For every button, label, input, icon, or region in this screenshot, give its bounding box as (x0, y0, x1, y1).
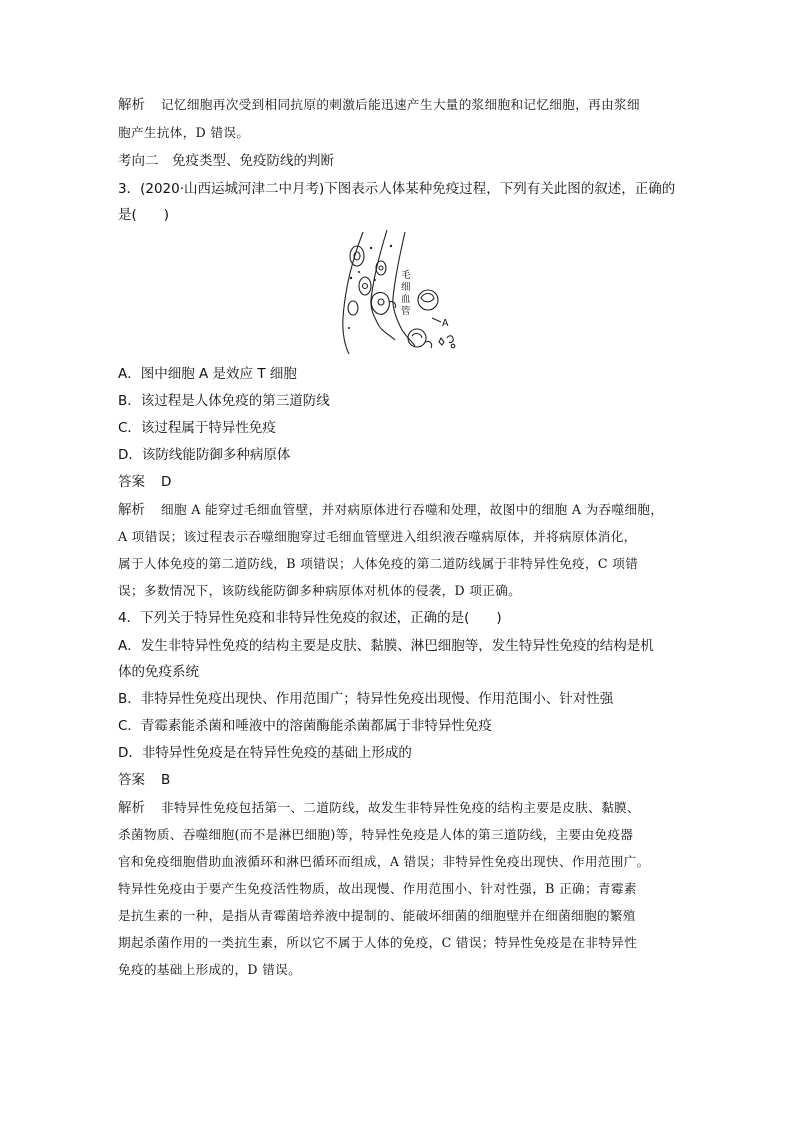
q4-analysis-line-7: 免疫的基础上形成的，D 错误。 (118, 962, 302, 977)
answer-label: 答案 (118, 772, 145, 788)
section-heading: 考向二 免疫类型、免疫防线的判断 (118, 153, 334, 169)
capillary-wall-left (343, 232, 363, 354)
immune-process-figure (335, 228, 465, 358)
q4-option-b: B．非特异性免疫出现快、作用范围广；特异性免疫出现慢、作用范围小、针对性强 (118, 691, 614, 707)
figure-label-a: A (442, 318, 449, 329)
q4-option-a-line-2: 体的免疫系统 (118, 664, 199, 680)
q3-stem-line-2: 是( ) (118, 207, 170, 223)
q3-option-d: D．该防线能防御多种病原体 (118, 447, 291, 463)
analysis-label: 解析 (118, 502, 145, 518)
q2-analysis-line-2: 胞产生抗体，D 错误。 (118, 125, 250, 140)
q4-analysis-line-2: 杀菌物质、吞噬细胞(而不是淋巴细胞)等，特异性免疫是人体的第三道防线，主要由免疫器 (118, 827, 634, 842)
answer-value: D (161, 474, 172, 490)
figure-label-xue: 血 (401, 294, 411, 305)
analysis-label: 解析 (118, 800, 145, 816)
q3-analysis-line-4: 误；多数情况下，该防线能防御多种病原体对机体的侵袭，D 项正确。 (118, 583, 522, 598)
q3-option-b: B．该过程是人体免疫的第三道防线 (118, 393, 330, 409)
figure-label-guan: 管 (401, 306, 411, 317)
answer-value: B (161, 772, 171, 788)
figure-label-mao: 毛 (401, 270, 411, 281)
q3-analysis-line-2: A 项错误；该过程表示吞噬细胞穿过毛细血管壁进入组织液吞噬病原体，并将病原体消化， (118, 529, 637, 544)
analysis-label: 解析 (118, 97, 145, 113)
q3-stem-line-1: 3．(2020·山西运城河津二中月考)下图表示人体某种免疫过程，下列有关此图的叙述，正确的 (118, 181, 676, 197)
q4-stem: 4．下列关于特异性免疫和非特异性免疫的叙述，正确的是( ) (118, 610, 502, 626)
q4-option-a-line-1: A．发生非特异性免疫的结构主要是皮肤、黏膜、淋巴细胞等，发生特异性免疫的结构是机 (118, 638, 654, 654)
q4-option-d: D．非特异性免疫是在特异性免疫的基础上形成的 (118, 745, 412, 761)
q4-option-c: C．青霉素能杀菌和唾液中的溶菌酶能杀菌都属于非特异性免疫 (118, 718, 492, 734)
q3-option-a: A．图中细胞 A 是效应 T 细胞 (118, 366, 297, 382)
answer-label: 答案 (118, 474, 145, 490)
q3-option-c: C．该过程属于特异性免疫 (118, 420, 276, 436)
figure-label-xi: 细 (401, 282, 411, 293)
q4-answer (118, 770, 170, 790)
q3-answer (118, 472, 171, 492)
q4-analysis-line-6: 期起杀菌作用的一类抗生素，所以它不属于人体的免疫，C 错误；特异性免疫是在非特异性 (118, 935, 638, 950)
q4-analysis-line-3: 官和免疫细胞借助血液循环和淋巴循环而组成，A 错误；非特异性免疫出现快、作用范围广。 (118, 854, 650, 869)
q4-analysis-line-1: 解析 非特异性免疫包括第一、二道防线，故发生非特异性免疫的结构主要是皮肤、黏膜、 (118, 800, 640, 816)
q4-analysis-line-4: 特异性免疫由于要产生免疫活性物质，故出现慢、作用范围小、针对性强，B 正确；青霉素 (118, 881, 637, 896)
q4-analysis-line-5: 是抗生素的一种，是指从青霉菌培养液中提制的、能破坏细菌的细胞壁并在细菌细胞的繁殖 (118, 908, 636, 923)
q2-analysis-line-1: 解析 记忆细胞再次受到相同抗原的刺激后能迅速产生大量的浆细胞和记忆细胞，再由浆细 (118, 97, 640, 113)
capillary-wall-inner (371, 230, 387, 326)
q3-analysis-line-1: 解析 细胞 A 能穿过毛细血管壁，并对病原体进行吞噬和处理，故图中的细胞 A 为吞噬细胞， (118, 502, 664, 518)
q3-analysis-line-3: 属于人体免疫的第二道防线，B 项错误；人体免疫的第二道防线属于非特异性免疫，C 项错 (118, 556, 639, 571)
